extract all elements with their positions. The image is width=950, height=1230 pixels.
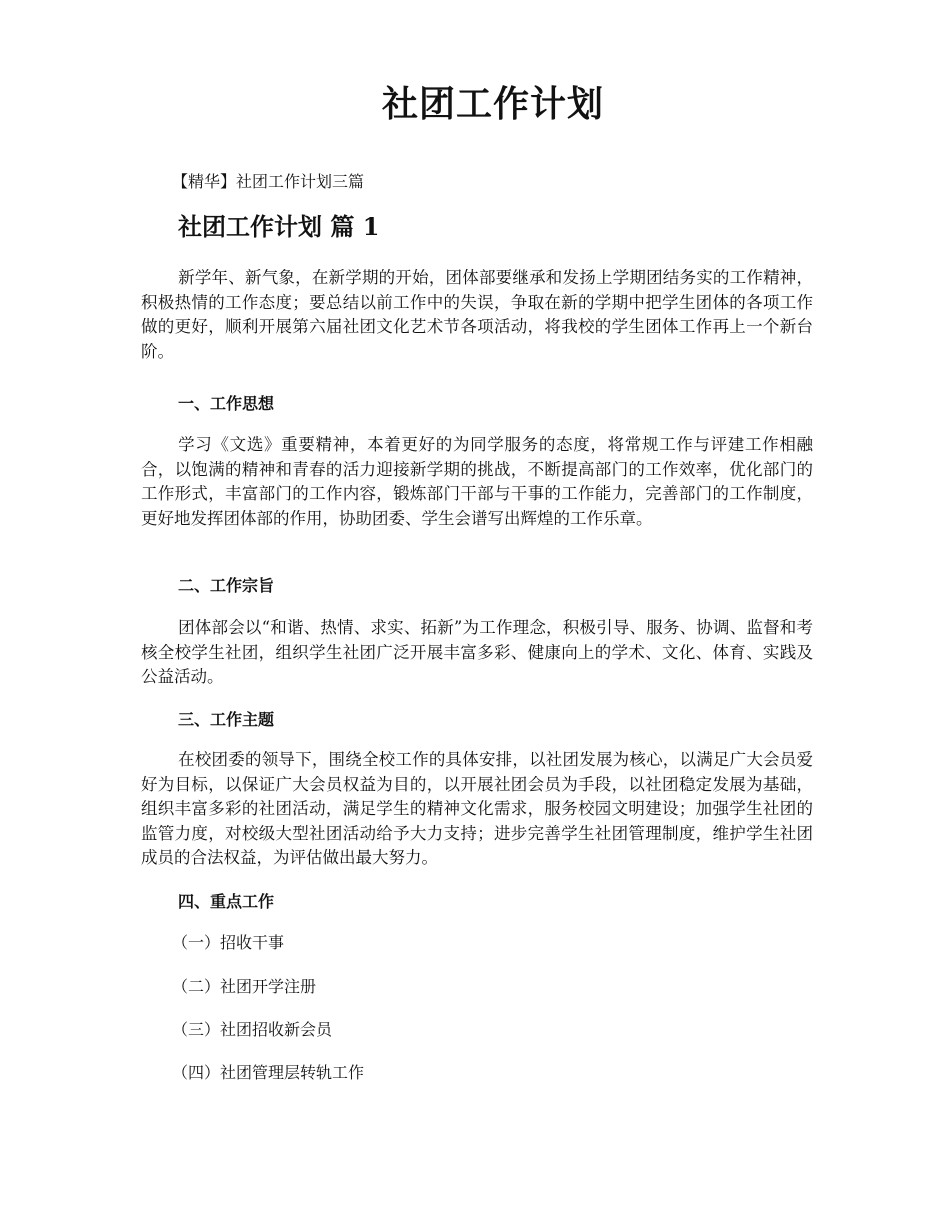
paragraph-work-purpose: 团体部会以“和谐、热情、求实、拓新”为工作理念，积极引导、服务、协调、监督和考核全校学生社团，组织学生社团广泛开展丰富多彩、健康向上的学术、文化、体育、实践及公益活动。 (141, 618, 813, 687)
list-item: （四）社团管理层转轨工作 (172, 1063, 365, 1082)
list-item: （二）社团开学注册 (172, 977, 317, 996)
section-title: 社团工作计划 篇 1 (178, 212, 380, 241)
list-item: （三）社团招收新会员 (172, 1020, 333, 1039)
intro-paragraph: 新学年、新气象，在新学期的开始，团体部要继承和发扬上学期团结务实的工作精神，积极热情的工作态度；要总结以前工作中的失误，争取在新的学期中把学生团体的各项工作做的更好，顺利开展第六届社团文化艺术节各项活动，将我校的学生团体工作再上一个新台阶。 (141, 268, 813, 361)
document-subtitle: 【精华】社团工作计划三篇 (172, 172, 365, 191)
list-item: （一）招收干事 (172, 933, 285, 952)
heading-work-purpose: 二、工作宗旨 (178, 576, 275, 595)
heading-key-work: 四、重点工作 (178, 892, 275, 911)
heading-work-thought: 一、工作思想 (178, 394, 275, 413)
paragraph-work-thought: 学习《文选》重要精神，本着更好的为同学服务的态度，将常规工作与评建工作相融合，以饱满的精神和青春的活力迎接新学期的挑战，不断提高部门的工作效率，优化部门的工作形式，丰富部门的工作内容，锻炼部门干部与干事的工作能力，完善部门的工作制度，更好地发挥团体部的作用，协助团委、学生会谱写出辉煌的工作乐章。 (141, 435, 813, 528)
paragraph-work-theme: 在校团委的领导下，围绕全校工作的具体安排，以社团发展为核心，以满足广大会员爱好为目标，以保证广大会员权益为目的，以开展社团会员为手段，以社团稳定发展为基础，组织丰富多彩的社团活动，满足学生的精神文化需求，服务校园文明建设；加强学生社团的监管力度，对校级大型社团活动给予大力支持；进步完善学生社团管理制度，维护学生社团成员的合法权益，为评估做出最大努力。 (141, 750, 813, 868)
heading-work-theme: 三、工作主题 (178, 710, 275, 729)
document-title: 社团工作计划 (381, 83, 604, 125)
